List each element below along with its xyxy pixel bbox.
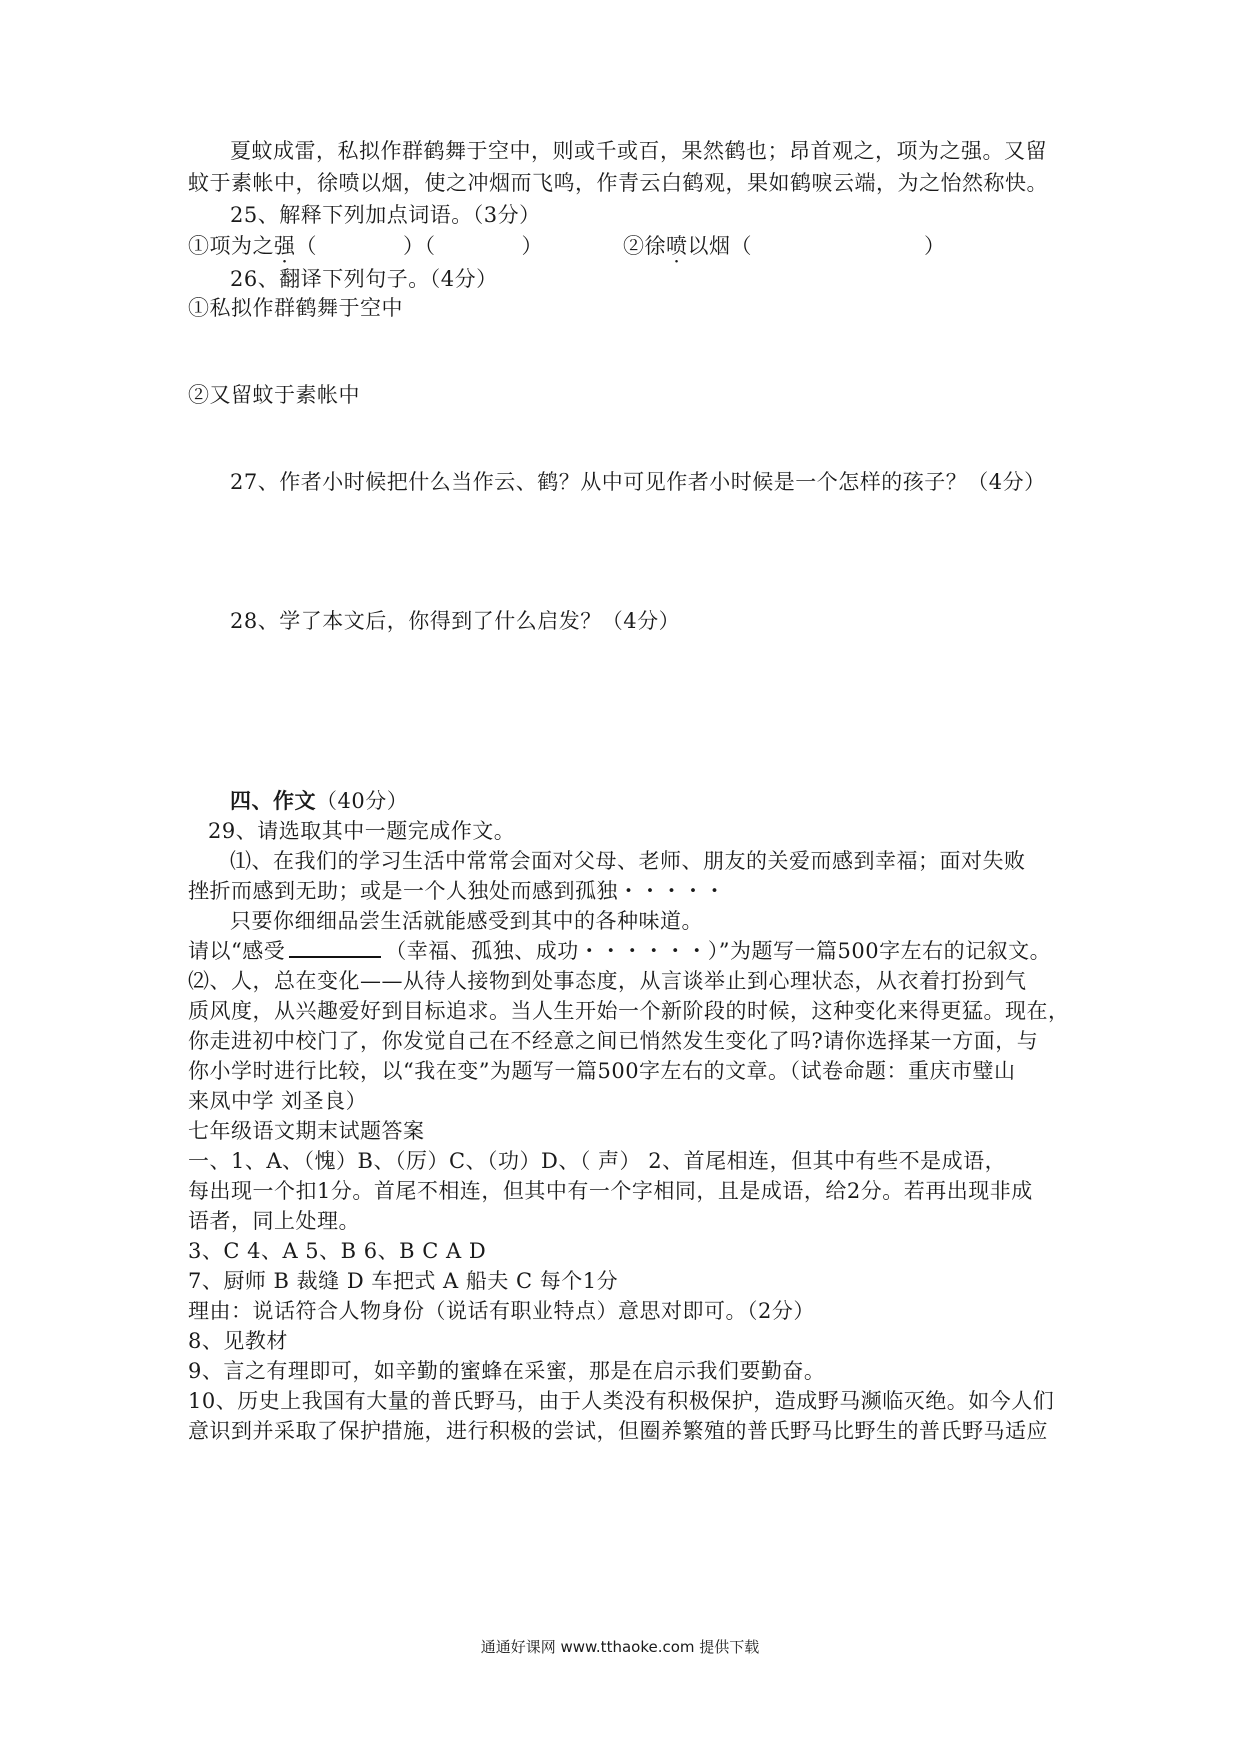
q28-text: 28、学了本文后，你得到了什么启发？（4分） bbox=[230, 609, 681, 633]
answer-line-1: 一、1、A、（愧）B、（厉）C、（功）D、（ 声） 2、首尾相连，但其中有些不是成语， bbox=[188, 1149, 1007, 1173]
prompt1-line-4-end: （幸福、孤独、成功・・・・・・）”为题写一篇500字左右的记叙文。 bbox=[385, 939, 1052, 963]
section4-heading bbox=[230, 786, 408, 816]
section4-points: （40分） bbox=[316, 789, 409, 813]
answers-title: 七年级语文期末试题答案 bbox=[188, 1119, 425, 1143]
poem-line-1: 夏蚊成雷，私拟作群鹤舞于空中，则或千或百，果然鹤也；昂首观之，项为之强。又留 bbox=[230, 139, 1047, 163]
answer-line-5: 7、厨师 B 裁缝 D 车把式 A 船夫 C 每个1分 bbox=[188, 1269, 619, 1293]
answer-line-8: 9、言之有理即可，如辛勤的蜜蜂在采蜜，那是在启示我们要勤奋。 bbox=[188, 1359, 826, 1383]
prompt2-line-4: 你小学时进行比较，以“我在变”为题写一篇500字左右的文章。（试卷命题：重庆市璧山 bbox=[188, 1059, 1016, 1083]
answer-line-10: 意识到并采取了保护措施，进行积极的尝试，但圈养繁殖的普氏野马比野生的普氏野马适应 bbox=[188, 1419, 1048, 1443]
poem-line-2: 蚊于素帐中，徐喷以烟，使之冲烟而飞鸣，作青云白鹤观，果如鹤唳云端，为之怡然称快。 bbox=[188, 171, 1048, 195]
q25-a-blanks: （ ）（ ） bbox=[295, 234, 543, 258]
q25-items bbox=[188, 231, 946, 261]
q25-title: 25、解释下列加点词语。（3分） bbox=[230, 203, 541, 227]
q25-b-dotted-char: 喷 bbox=[666, 234, 688, 258]
q26-sentence-2: ②又留蚊于素帐中 bbox=[188, 383, 360, 407]
answer-line-7: 8、见教材 bbox=[188, 1329, 288, 1353]
section4-title: 四、作文 bbox=[230, 789, 316, 813]
prompt2-line-2: 质风度，从兴趣爱好到目标追求。当人生开始一个新阶段的时候，这种变化来得更猛。现在， bbox=[188, 999, 1070, 1023]
q26-title: 26、翻译下列句子。（4分） bbox=[230, 267, 498, 291]
q25-a-dotted-char: 强 bbox=[274, 234, 296, 258]
q25-a-text: ①项为之 bbox=[188, 234, 274, 258]
q25-b-blank: 以烟（ ） bbox=[687, 234, 946, 258]
prompt1-line-4-start: 请以“感受 bbox=[188, 939, 286, 963]
answer-line-6: 理由：说话符合人物身份（说话有职业特点）意思对即可。（2分） bbox=[188, 1299, 815, 1323]
page-footer: 通通好课网 www.tthaoke.com 提供下载 bbox=[480, 1638, 760, 1656]
prompt2-line-5: 来凤中学 刘圣良） bbox=[188, 1089, 368, 1113]
answer-line-9: 10、历史上我国有大量的普氏野马，由于人类没有积极保护，造成野马濒临灭绝。如今人们 bbox=[188, 1389, 1055, 1413]
prompt1-line-1: ⑴、在我们的学习生活中常常会面对父母、老师、朋友的关爱而感到幸福；面对失败 bbox=[230, 849, 1026, 873]
answer-line-3: 语者，同上处理。 bbox=[188, 1209, 360, 1233]
answer-line-2: 每出现一个扣1分。首尾不相连，但其中有一个字相同，且是成语，给2分。若再出现非成 bbox=[188, 1179, 1033, 1203]
title-blank bbox=[289, 938, 381, 958]
prompt2-line-3: 你走进初中校门了，你发觉自己在不经意之间已悄然发生变化了吗?请你选择某一方面，与 bbox=[188, 1029, 1039, 1053]
prompt1-line-2: 挫折而感到无助；或是一个人独处而感到孤独・・・・・ bbox=[188, 879, 726, 903]
q25-b-text: ②徐 bbox=[623, 234, 666, 258]
prompt2-line-1: ⑵、人，总在变化——从待人接物到处事态度，从言谈举止到心理状态，从衣着打扮到气 bbox=[188, 969, 1027, 993]
q27-text: 27、作者小时候把什么当作云、鹤？从中可见作者小时候是一个怎样的孩子？（4分） bbox=[230, 470, 1046, 494]
q29-text: 29、请选取其中一题完成作文。 bbox=[208, 819, 516, 843]
prompt1-line-3: 只要你细细品尝生活就能感受到其中的各种味道。 bbox=[230, 909, 703, 933]
q26-sentence-1: ①私拟作群鹤舞于空中 bbox=[188, 296, 403, 320]
answer-line-4: 3、C 4、A 5、B 6、B C A D bbox=[188, 1239, 487, 1263]
prompt1-line-4 bbox=[188, 936, 1051, 966]
